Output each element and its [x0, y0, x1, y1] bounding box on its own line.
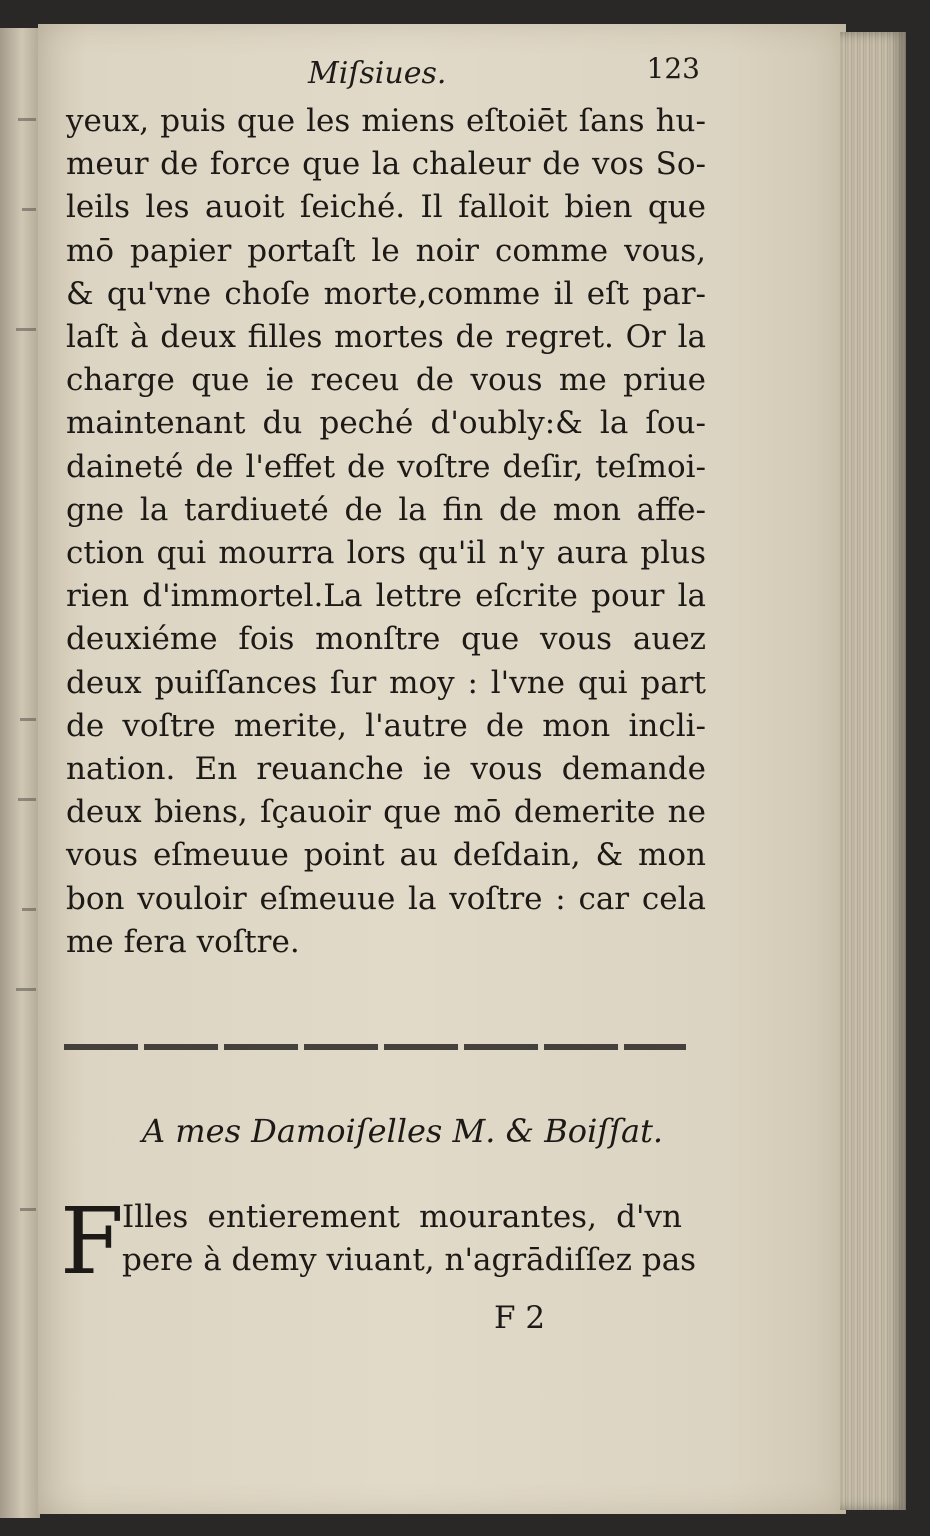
text-line: & qu'vne choſe morte,comme il eſt par- — [66, 275, 706, 312]
drop-cap: F — [60, 1188, 124, 1295]
section-divider-rule — [64, 1044, 686, 1050]
text-line: vous eſmeuue point au deſdain, & mon — [66, 837, 706, 874]
second-letter-body — [122, 1196, 697, 1282]
text-line: bon vouloir eſmeuue la voſtre : car cela — [66, 880, 706, 917]
text-line: meur de force que la chaleur de vos So- — [66, 146, 706, 183]
letter-salutation: A mes Damoiſelles M. & Boiſſat. — [142, 1112, 664, 1150]
signature-mark: F 2 — [494, 1300, 546, 1336]
page-edges — [840, 32, 906, 1510]
text-line: deux puiſſances ſur moy : l'vne qui part — [66, 664, 706, 701]
text-line: laſt à deux filles mortes de regret. Or la — [66, 319, 706, 356]
text-line: nation. En reuanche ie vous demande — [66, 751, 706, 788]
text-line: deux biens, ſçauoir que mō demerite ne — [66, 794, 706, 831]
text-line: pere à demy viuant, n'agrādiſſez pas — [122, 1242, 697, 1279]
text-line: ction qui mourra lors qu'il n'y aura plus — [66, 535, 706, 572]
text-line: daineté de l'effet de voſtre deſir, teſmoi- — [66, 448, 706, 485]
text-line: leils les auoit ſeiché. Il falloit bien que — [66, 189, 706, 226]
text-line: me fera voſtre. — [66, 923, 300, 960]
page-number: 123 — [646, 52, 700, 85]
text-line: Illes entierement mourantes, d'vn — [122, 1199, 682, 1235]
page-header — [300, 52, 750, 102]
text-line: rien d'immortel.La lettre eſcrite pour la — [66, 578, 706, 615]
text-line: maintenant du peché d'oubly:& la ſou- — [66, 405, 706, 442]
previous-page-edge — [0, 28, 40, 1518]
text-line: yeux, puis que les miens eſtoiēt ſans hu- — [66, 103, 706, 139]
text-line: mō papier portaſt le noir comme vous, — [66, 232, 706, 269]
running-title: Miſsiues. — [308, 56, 447, 91]
text-line: gne la tardiueté de la fin de mon affe- — [66, 491, 706, 528]
letter-body — [66, 100, 706, 964]
text-line: charge que ie receu de vous me priue — [66, 362, 706, 399]
text-line: de voſtre merite, l'autre de mon incli- — [66, 707, 706, 744]
text-line: deuxiéme fois monſtre que vous auez — [66, 621, 706, 658]
